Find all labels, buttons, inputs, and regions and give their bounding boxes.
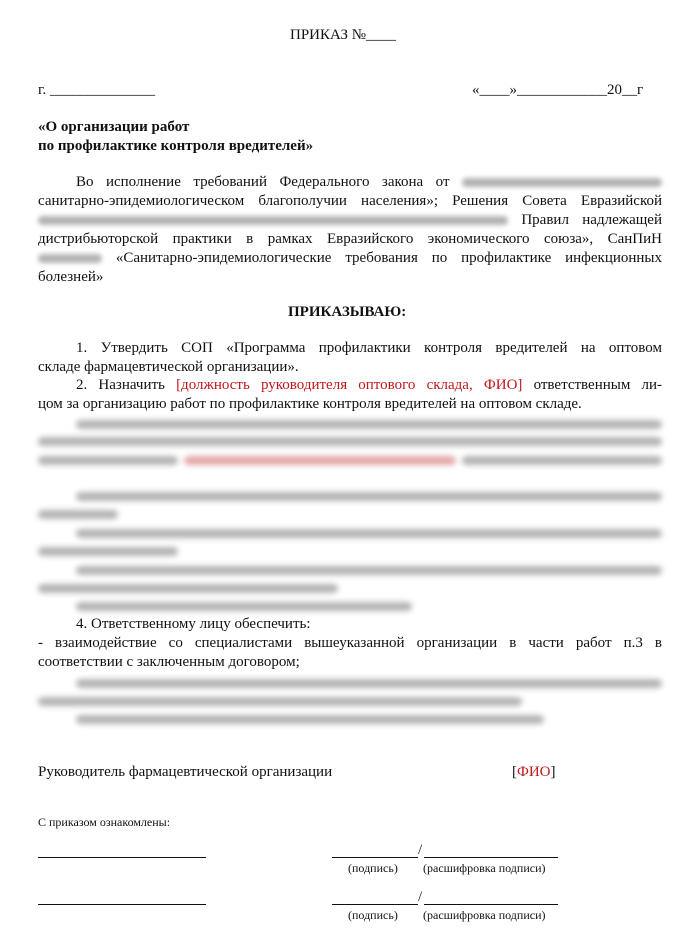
redacted-line bbox=[38, 697, 522, 706]
slash: / bbox=[418, 889, 423, 905]
item-2-start: 2. Назначить bbox=[76, 377, 165, 393]
order-heading: ПРИКАЗЫВАЮ: bbox=[288, 304, 407, 320]
signature-name bbox=[512, 762, 556, 782]
redacted-line bbox=[76, 420, 662, 429]
item-4 bbox=[38, 615, 662, 672]
redacted-line bbox=[38, 437, 662, 446]
acquainted-label: С приказом ознакомлены: bbox=[38, 815, 171, 829]
item-2-end: ответственным ли- bbox=[533, 377, 662, 393]
subject-line-1: «О организации работ bbox=[38, 119, 190, 135]
redacted-line bbox=[76, 492, 662, 501]
redacted-line bbox=[38, 584, 338, 593]
redacted-line bbox=[462, 456, 662, 465]
preamble-line-6: болезней» bbox=[38, 269, 104, 285]
sign-line bbox=[332, 857, 418, 858]
item-4-line-2: - взаимодействие со специалистами вышеуказанной организации в части работ п.3 в bbox=[38, 635, 662, 651]
redacted-line bbox=[38, 456, 178, 465]
slash: / bbox=[418, 842, 423, 858]
item-1-line-1: 1. Утвердить СОП «Программа профилактики контроля вредителей на оптовом bbox=[76, 340, 662, 356]
preamble bbox=[38, 173, 662, 287]
sign-caption: (подпись) bbox=[348, 908, 398, 922]
name-line bbox=[38, 857, 206, 858]
item-1 bbox=[38, 339, 662, 377]
item-4-line-1: 4. Ответственному лицу обеспечить: bbox=[76, 616, 311, 632]
redacted-law-ref bbox=[462, 178, 662, 187]
name-line bbox=[38, 904, 206, 905]
redacted-line bbox=[76, 679, 662, 688]
decode-line bbox=[424, 857, 558, 858]
sign-caption: (подпись) bbox=[348, 861, 398, 875]
preamble-line-2: санитарно-эпидемиологическом благополучии населения»; Решения Совета Евразийской bbox=[38, 193, 662, 209]
preamble-line-5: «Санитарно-эпидемиологические требования по профилактике инфекционных bbox=[115, 250, 663, 266]
item-2-line-2: цом за организацию работ по профилактике контроля вредителей на оптовом складе. bbox=[38, 396, 582, 412]
responsible-person-placeholder: [должность руководителя оптового склада, ФИО] bbox=[176, 377, 523, 393]
redacted-sanpin-ref bbox=[38, 254, 102, 263]
redacted-line bbox=[76, 529, 662, 538]
signature-label: Руководитель фармацевтической организации bbox=[38, 764, 333, 780]
date-field: «____»____________20__г bbox=[472, 82, 644, 98]
item-2 bbox=[38, 376, 662, 414]
order-title: ПРИКАЗ №____ bbox=[290, 27, 397, 43]
redacted-line bbox=[38, 547, 178, 556]
signature-name-close: ] bbox=[550, 764, 556, 780]
signature-name-open: [ bbox=[512, 764, 517, 780]
redacted-line bbox=[76, 715, 544, 724]
item-1-line-2: складе фармацевтической организации». bbox=[38, 359, 299, 375]
decode-caption: (расшифровка подписи) bbox=[423, 861, 546, 875]
preamble-start: Во исполнение требований Федерального закона от bbox=[76, 174, 450, 190]
preamble-line-3: Правил надлежащей bbox=[521, 212, 662, 228]
redacted-decision-ref bbox=[38, 216, 508, 225]
preamble-line-4: дистрибьюторской практики в рамках Евразийского экономического союза», СанПиН bbox=[38, 231, 662, 247]
redacted-line bbox=[38, 510, 118, 519]
item-4-line-3: соответствии с заключенным договором; bbox=[38, 654, 300, 670]
decode-caption: (расшифровка подписи) bbox=[423, 908, 546, 922]
redacted-line bbox=[76, 602, 412, 611]
signature-fio-placeholder: ФИО bbox=[517, 764, 551, 780]
sign-line bbox=[332, 904, 418, 905]
city-field: г. ______________ bbox=[38, 82, 155, 98]
redacted-line bbox=[76, 566, 662, 575]
subject-line-2: по профилактике контроля вредителей» bbox=[38, 138, 314, 154]
decode-line bbox=[424, 904, 558, 905]
redacted-red-placeholder bbox=[184, 456, 456, 465]
